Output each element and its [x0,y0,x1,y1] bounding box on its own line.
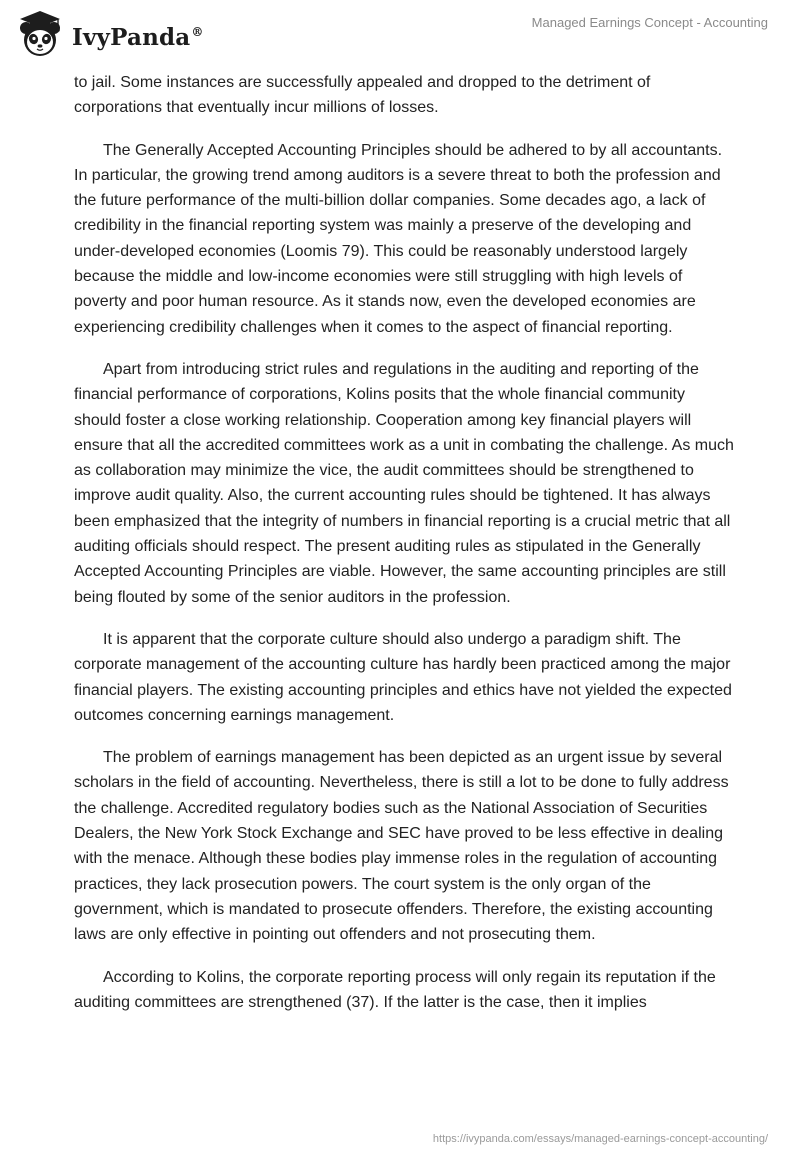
registered-mark: ® [191,24,204,39]
brand-logo[interactable] [14,8,204,60]
panda-graduation-cap-icon [14,8,66,60]
essay-body [74,70,734,1032]
paragraph: to jail. Some instances are successfully appealed and dropped to the detriment of corporations that eventually incur millions of losses. [74,74,651,117]
paragraph: It is apparent that the corporate culture should also undergo a paradigm shift. The corporate management of the accounting culture has hardly been practiced among the major financial players. The existing accounting principles and ethics have not yielded the expected outcomes concerning earnings management. [74,630,732,724]
paragraph: According to Kolins, the corporate reporting process will only regain its reputation if the auditing committees are strengthened (37). If the latter is the case, then it implies [74,968,716,1011]
paragraph: The Generally Accepted Accounting Principles should be adhered to by all accountants. In particular, the growing trend among auditors is a severe threat to both the profession and the future performance of the multi-billion dollar companies. Some decades ago, a lack of credibility in the financial reporting system was mainly a preserve of the developing and under-developed economies (Loomis 79). This could be reasonably understood largely because the middle and low-income economies were still struggling with high levels of poverty and poor human resource. As it stands now, even the developed economies are experiencing credibility challenges when it comes to the aspect of financial reporting. [74,141,723,336]
paragraph: Apart from introducing strict rules and regulations in the auditing and reporting of the financial performance of corporations, Kolins posits that the whole financial community should foster a close working relationship. Cooperation among key financial players will ensure that all the accredited committees work as a unit in combating the challenge. As much as collaboration may minimize the vice, the audit committees should be strengthened to improve audit quality. Also, the current accounting rules should be tightened. It has always been emphasized that the integrity of numbers in financial reporting is a crucial metric that all auditing officials should respect. The present auditing rules as stipulated in the Generally Accepted Accounting Principles are viable. However, the same accounting principles are still being flouted by some of the senior auditors in the profession. [74,360,734,606]
document-title: Managed Earnings Concept - Accounting [531,15,768,30]
paragraph: The problem of earnings management has been depicted as an urgent issue by several scholars in the field of accounting. Nevertheless, there is still a lot to be done to fully address the challenge. Accredited regulatory bodies such as the National Association of Securities Dealers, the New York Stock Exchange and SEC have proved to be less effective in dealing with the menace. Although these bodies play immense roles in the regulation of accounting practices, they lack prosecution powers. The court system is the only organ of the government, which is mandated to prosecute offenders. Therefore, the existing accounting laws are only effective in pointing out offenders and not prosecuting them. [74,749,729,944]
source-url[interactable]: https://ivypanda.com/essays/managed-earnings-concept-accounting/ [432,1133,768,1145]
page-header [0,0,800,70]
brand-name: IvyPanda® [72,23,204,51]
